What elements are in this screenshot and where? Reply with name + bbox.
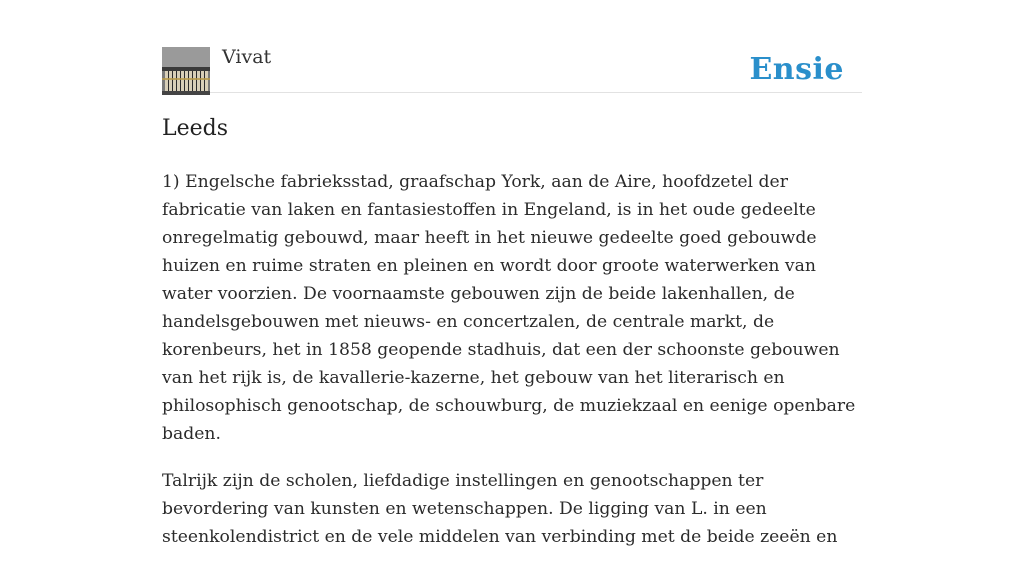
- ensie-logo[interactable]: Ensie: [749, 52, 844, 87]
- article-paragraph: Talrijk zijn de scholen, liefdadige instellingen en genootschappen ter bevordering van kunsten en wetenschappen. De ligging van L. in een steenkolendistrict en de vele middelen van verbinding met de beide zeeën en: [162, 471, 838, 547]
- article-body: [162, 168, 862, 570]
- avatar[interactable]: [162, 47, 210, 95]
- page-title: Leeds: [162, 116, 229, 141]
- article-paragraph: 1) Engelsche fabrieksstad, graafschap York, aan de Aire, hoofdzetel der fabricatie van laken en fantasiestoffen in Engeland, is in het oude gedeelte onregelmatig gebouwd, maar heeft in het nieuwe gedeelte goed gebouwde huizen en ruime straten en pleinen en wordt door groote waterwerken van water voorzien. De voornaamste gebouwen zijn de beide lakenhallen, de handelsgebouwen met nieuws- en concertzalen, de centrale markt, de korenbeurs, het in 1858 geopende stadhuis, dat een der schoonste gebouwen van het rijk is, de kavallerie-kazerne, het gebouw van het literarisch en philosophisch genootschap, de schouwburg, de muziekzaal en eenige openbare baden.: [162, 172, 856, 444]
- book-spines-icon: [162, 47, 210, 95]
- site-header: [162, 46, 862, 93]
- publisher-name[interactable]: Vivat: [222, 46, 272, 68]
